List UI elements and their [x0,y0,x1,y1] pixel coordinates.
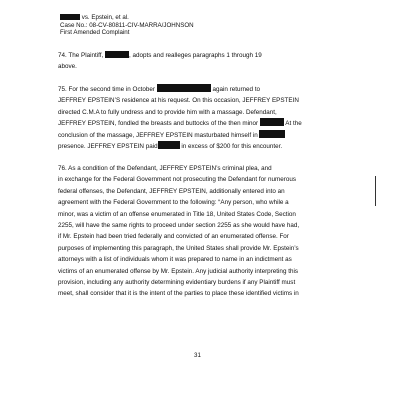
page-number: 31 [194,352,201,359]
margin-mark [375,176,376,206]
para76-line-8: purposes of implementing this paragraph, the United States shall provide Mr. Epstein’s [58,244,299,252]
case-caption [60,14,194,37]
redaction-box [158,141,180,149]
para76-line-10: victims of an enumerated offense by Mr. Epstein. Any judicial authority interpreting this [58,267,298,275]
para75-line-2: JEFFREY EPSTEIN’S residence at his request. On this occasion, JEFFREY EPSTEIN [58,97,299,105]
paragraph-75 [58,84,358,152]
para75-line-6 [58,141,358,152]
para74-text-b: , adopts and realleges paragraphs 1 through 19 [129,52,262,59]
caption-text: vs. Epstein, et al. [81,14,129,21]
para74-line-1 [58,50,358,61]
para76-line-12: meet, shall consider that it is the intent of the parties to place these identified victims in [58,290,299,298]
para76-line-1: 76. As a condition of the Defendant, JEFFREY EPSTEIN’s criminal plea, and [58,165,272,172]
para76-line-9: attorneys with a list of individuals whom it was prepared to name in an indictment as [58,256,292,264]
para75-line-1 [58,84,358,95]
para75-line-3: directed C.M.A to fully undress and to provide him with a massage. Defendant, [58,108,277,116]
redaction-box [259,130,285,138]
caption-line-1 [60,14,194,22]
para75-text: in excess of $200 for this encounter. [181,142,283,150]
para76-line-11: provision, including any authority determining evidentiary burdens if any Plaintiff must [58,278,296,286]
paragraph-76 [58,163,358,300]
paragraph-74 [58,50,358,73]
para76-line-6: 2255, will have the same rights to proceed under section 2255 as she would have had, [58,221,300,229]
para75-line-5 [58,130,358,141]
redaction-box [260,118,284,126]
para75-text: again returned to [212,86,261,93]
para74-text-a: 74. The Plaintiff, [58,52,104,59]
para75-text: conclusion of the massage, JEFFREY EPSTEIN masturbated himself in [58,131,258,139]
para76-line-2: in exchange for the Federal Government not prosecuting the Defendant for numerous [58,176,297,184]
para76-line-5: minor, was a victim of an offense enumerated in Title 18, United States Code, Section [58,210,296,218]
para75-line-4 [58,118,358,129]
para75-text: 75. For the second time in October [58,86,155,93]
caption-line-2: Case No.: 08-CV-80811-CIV-MARRA/JOHNSON [60,21,194,29]
redaction-box [157,84,211,92]
para76-line-4: agreement with the Federal Government to the following: “Any person, who while a [58,199,289,207]
redaction-box [60,14,80,20]
redaction-box [105,51,129,58]
para75-text: JEFFREY EPSTEIN, fondled the breasts and buttocks of the then minor [58,120,259,128]
para76-line-3: federal offenses, the Defendant, JEFFREY EPSTEIN, additionally entered into an [58,187,285,195]
para75-text: At the [285,120,302,128]
para76-line-7: if Mr. Epstein had been tried federally and convicted of an enumerated offense. For [58,233,289,241]
para74-line-2: above. [58,63,77,71]
caption-line-3: First Amended Complaint [60,29,130,37]
para75-text: presence. JEFFREY EPSTEIN paid [58,142,158,150]
